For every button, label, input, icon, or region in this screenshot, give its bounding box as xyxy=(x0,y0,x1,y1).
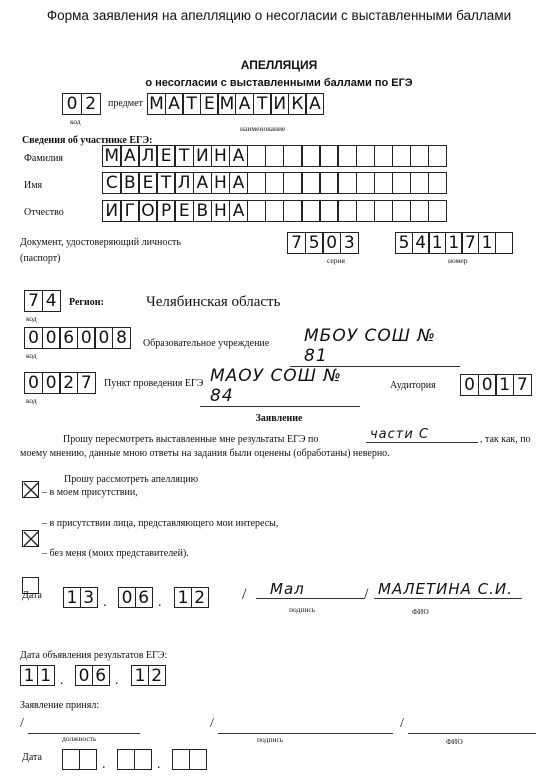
patronymic-cells xyxy=(102,200,447,222)
number-cells xyxy=(395,232,513,254)
char-cell xyxy=(374,200,394,222)
char-cell: 6 xyxy=(135,587,153,608)
char-cell: 8 xyxy=(112,327,131,349)
char-cell: О xyxy=(138,200,158,222)
check-cross-icon xyxy=(23,531,40,548)
series-cells xyxy=(287,232,359,254)
appeal-heading: АПЕЛЛЯЦИЯ xyxy=(240,58,318,72)
char-cell xyxy=(410,172,430,194)
slash-mark: / xyxy=(210,716,214,731)
region-code-cells xyxy=(24,290,61,312)
char-cell xyxy=(283,200,303,222)
char-cell: К xyxy=(288,93,307,115)
date-dot: . xyxy=(103,595,107,610)
char-cell: Л xyxy=(138,145,158,167)
option-in-person-label: – в моем присутствии, xyxy=(42,487,138,498)
slash-mark: / xyxy=(364,586,369,603)
char-cell[interactable] xyxy=(62,749,80,770)
date-dot: . xyxy=(60,673,64,688)
char-cell: Н xyxy=(211,172,231,194)
char-cell: А xyxy=(229,172,249,194)
char-cell xyxy=(265,145,285,167)
patronymic-label: Отчество xyxy=(24,207,64,218)
char-cell: 7 xyxy=(287,232,306,254)
position-caption: должность xyxy=(62,734,97,743)
signature-value: Мал xyxy=(256,580,364,599)
accepted-month-cells[interactable] xyxy=(117,749,152,770)
char-cell: Е xyxy=(138,172,158,194)
accepted-fio-line xyxy=(408,733,536,734)
char-cell[interactable] xyxy=(117,749,135,770)
exam-point-code-cells xyxy=(24,372,96,394)
subject-code-cells xyxy=(62,93,101,115)
char-cell: 1 xyxy=(37,665,55,686)
char-cell: И xyxy=(193,145,213,167)
char-cell xyxy=(319,200,339,222)
statement-line2: моему мнению, данные мною ответы на задания были оценены (обработаны) неверно. xyxy=(20,448,390,459)
document-title: Форма заявления на апелляцию о несогласии с выставленными баллами xyxy=(46,8,512,23)
char-cell: Е xyxy=(174,200,194,222)
date-dot: . xyxy=(157,757,161,772)
slash-mark: / xyxy=(400,716,404,731)
char-cell: 0 xyxy=(24,327,43,349)
char-cell: 1 xyxy=(20,665,38,686)
char-cell[interactable] xyxy=(79,749,97,770)
char-cell: 5 xyxy=(305,232,324,254)
date-year-cells xyxy=(174,587,209,608)
option-representative-checkbox[interactable] xyxy=(22,530,39,547)
school-code-cells xyxy=(24,327,131,349)
char-cell: Н xyxy=(211,200,231,222)
char-cell: 3 xyxy=(80,587,98,608)
char-cell xyxy=(265,172,285,194)
char-cell xyxy=(495,232,513,254)
accepted-date-label: Дата xyxy=(22,752,42,763)
char-cell: Г xyxy=(120,200,140,222)
date-dot: . xyxy=(158,595,162,610)
char-cell: 3 xyxy=(340,232,359,254)
room-cells xyxy=(460,374,532,396)
char-cell: М xyxy=(102,145,122,167)
char-cell: М xyxy=(217,93,236,115)
accepted-signature-caption: подпись xyxy=(257,735,284,744)
char-cell[interactable] xyxy=(134,749,152,770)
subject-name-cells xyxy=(147,93,324,115)
name-caption: наименование xyxy=(240,124,286,133)
char-cell: А xyxy=(235,93,254,115)
consider-heading: Прошу рассмотреть апелляцию xyxy=(64,474,199,485)
char-cell: 2 xyxy=(148,665,166,686)
results-day-cells xyxy=(20,665,55,686)
slash-mark: / xyxy=(20,716,24,731)
char-cell xyxy=(374,145,394,167)
series-caption: серия xyxy=(327,256,345,265)
char-cell: А xyxy=(229,200,249,222)
char-cell: 1 xyxy=(478,232,496,254)
char-cell: М xyxy=(147,93,166,115)
char-cell xyxy=(410,200,430,222)
char-cell xyxy=(337,172,357,194)
char-cell: 0 xyxy=(478,374,497,396)
char-cell xyxy=(356,200,376,222)
char-cell: А xyxy=(120,145,140,167)
document-label-sub: (паспорт) xyxy=(20,253,61,264)
char-cell: 2 xyxy=(191,587,209,608)
char-cell xyxy=(319,145,339,167)
char-cell: 5 xyxy=(395,232,413,254)
char-cell: 7 xyxy=(77,372,96,394)
char-cell: Е xyxy=(156,145,176,167)
surname-cells xyxy=(102,145,447,167)
char-cell: 0 xyxy=(75,665,93,686)
date-dot: . xyxy=(115,673,119,688)
char-cell: 0 xyxy=(42,327,61,349)
char-cell: И xyxy=(270,93,289,115)
code-caption: код xyxy=(26,351,37,360)
option-without-me-label: – без меня (моих представителей). xyxy=(42,548,189,559)
participant-heading: Сведения об участнике ЕГЭ: xyxy=(22,135,153,146)
date-day-cells xyxy=(63,587,98,608)
accepted-day-cells[interactable] xyxy=(62,749,97,770)
char-cell: И xyxy=(102,200,122,222)
char-cell xyxy=(374,172,394,194)
char-cell xyxy=(392,145,412,167)
char-cell: Е xyxy=(200,93,219,115)
region-label: Регион: xyxy=(69,297,104,308)
char-cell xyxy=(265,200,285,222)
char-cell xyxy=(319,172,339,194)
region-value: Челябинская область xyxy=(146,294,281,310)
date-label: Дата xyxy=(22,590,42,601)
char-cell: 0 xyxy=(322,232,341,254)
results-date-label: Дата объявления результатов ЕГЭ: xyxy=(20,650,168,661)
char-cell: 0 xyxy=(118,587,136,608)
char-cell xyxy=(428,172,448,194)
char-cell[interactable] xyxy=(172,749,190,770)
char-cell: 4 xyxy=(42,290,61,312)
char-cell: 1 xyxy=(131,665,149,686)
subject-label: предмет xyxy=(108,98,143,109)
fio-value: МАЛЕТИНА С.И. xyxy=(374,580,522,599)
code-caption: код xyxy=(26,396,37,405)
char-cell: 1 xyxy=(445,232,463,254)
slash-mark: / xyxy=(242,586,247,603)
char-cell xyxy=(392,200,412,222)
document-label: Документ, удостоверяющий личность xyxy=(20,237,181,248)
surname-label: Фамилия xyxy=(24,153,63,164)
char-cell: 0 xyxy=(62,93,82,115)
school-label: Образовательное учреждение xyxy=(143,338,270,349)
char-cell xyxy=(410,145,430,167)
char-cell: 1 xyxy=(63,587,81,608)
char-cell: 1 xyxy=(495,374,514,396)
code-caption: код xyxy=(26,314,37,323)
signature-caption: подпись xyxy=(289,605,316,614)
char-cell: 2 xyxy=(59,372,78,394)
char-cell xyxy=(283,145,303,167)
accepted-fio-caption: ФИО xyxy=(446,737,463,746)
char-cell: В xyxy=(120,172,140,194)
date-dot: . xyxy=(102,757,106,772)
first-name-cells xyxy=(102,172,447,194)
option-in-person-checkbox[interactable] xyxy=(22,481,39,498)
appeal-subheading: о несогласии с выставленными баллами по ЕГЭ xyxy=(145,77,413,89)
char-cell: Т xyxy=(156,172,176,194)
char-cell xyxy=(247,200,267,222)
statement-text-start: Прошу пересмотреть выставленные мне результаты ЕГЭ по xyxy=(63,434,319,445)
char-cell xyxy=(428,200,448,222)
char-cell xyxy=(356,172,376,194)
char-cell: А xyxy=(193,172,213,194)
fio-caption: ФИО xyxy=(412,607,429,616)
exam-point-label: Пункт проведения ЕГЭ xyxy=(104,378,204,389)
char-cell: С xyxy=(102,172,122,194)
check-cross-icon xyxy=(23,482,40,499)
char-cell: Т xyxy=(174,145,194,167)
first-name-label: Имя xyxy=(24,180,43,191)
char-cell: 4 xyxy=(412,232,430,254)
code-caption: код xyxy=(70,117,81,126)
number-caption: номер xyxy=(448,256,468,265)
char-cell xyxy=(247,145,267,167)
char-cell: Л xyxy=(174,172,194,194)
char-cell: Т xyxy=(253,93,272,115)
char-cell: А xyxy=(165,93,184,115)
char-cell: 7 xyxy=(24,290,43,312)
char-cell xyxy=(356,145,376,167)
accepted-year-cells[interactable] xyxy=(172,749,207,770)
option-representative-label: – в присутствии лица, представляющего мои интересы, xyxy=(42,518,279,529)
char-cell: Р xyxy=(156,200,176,222)
char-cell: 7 xyxy=(461,232,479,254)
char-cell xyxy=(301,145,321,167)
results-year-cells xyxy=(131,665,166,686)
char-cell: 0 xyxy=(94,327,113,349)
char-cell: 2 xyxy=(81,93,101,115)
char-cell xyxy=(301,172,321,194)
char-cell xyxy=(337,200,357,222)
accepted-signature-line xyxy=(218,733,393,734)
char-cell: А xyxy=(305,93,324,115)
char-cell: 1 xyxy=(428,232,446,254)
char-cell xyxy=(337,145,357,167)
char-cell: 0 xyxy=(77,327,96,349)
char-cell xyxy=(428,145,448,167)
date-month-cells xyxy=(118,587,153,608)
char-cell: Н xyxy=(211,145,231,167)
char-cell: Т xyxy=(182,93,201,115)
char-cell: 0 xyxy=(24,372,43,394)
char-cell: 0 xyxy=(42,372,61,394)
school-value: МБОУ СОШ № 81 xyxy=(290,326,460,367)
char-cell: 0 xyxy=(460,374,479,396)
room-label: Аудитория xyxy=(390,380,436,391)
exam-point-value: МАОУ СОШ № 84 xyxy=(200,366,360,407)
accepted-label: Заявление принял: xyxy=(20,700,100,711)
char-cell: 6 xyxy=(59,327,78,349)
char-cell: 1 xyxy=(174,587,192,608)
char-cell xyxy=(247,172,267,194)
char-cell: 6 xyxy=(92,665,110,686)
char-cell: А xyxy=(229,145,249,167)
char-cell: 7 xyxy=(513,374,532,396)
char-cell: В xyxy=(193,200,213,222)
statement-heading: Заявление xyxy=(255,413,303,424)
char-cell[interactable] xyxy=(189,749,207,770)
char-cell xyxy=(283,172,303,194)
statement-text-end: , так как, по xyxy=(480,434,531,445)
char-cell xyxy=(392,172,412,194)
statement-handwritten: части С xyxy=(366,427,478,443)
char-cell xyxy=(301,200,321,222)
results-month-cells xyxy=(75,665,110,686)
